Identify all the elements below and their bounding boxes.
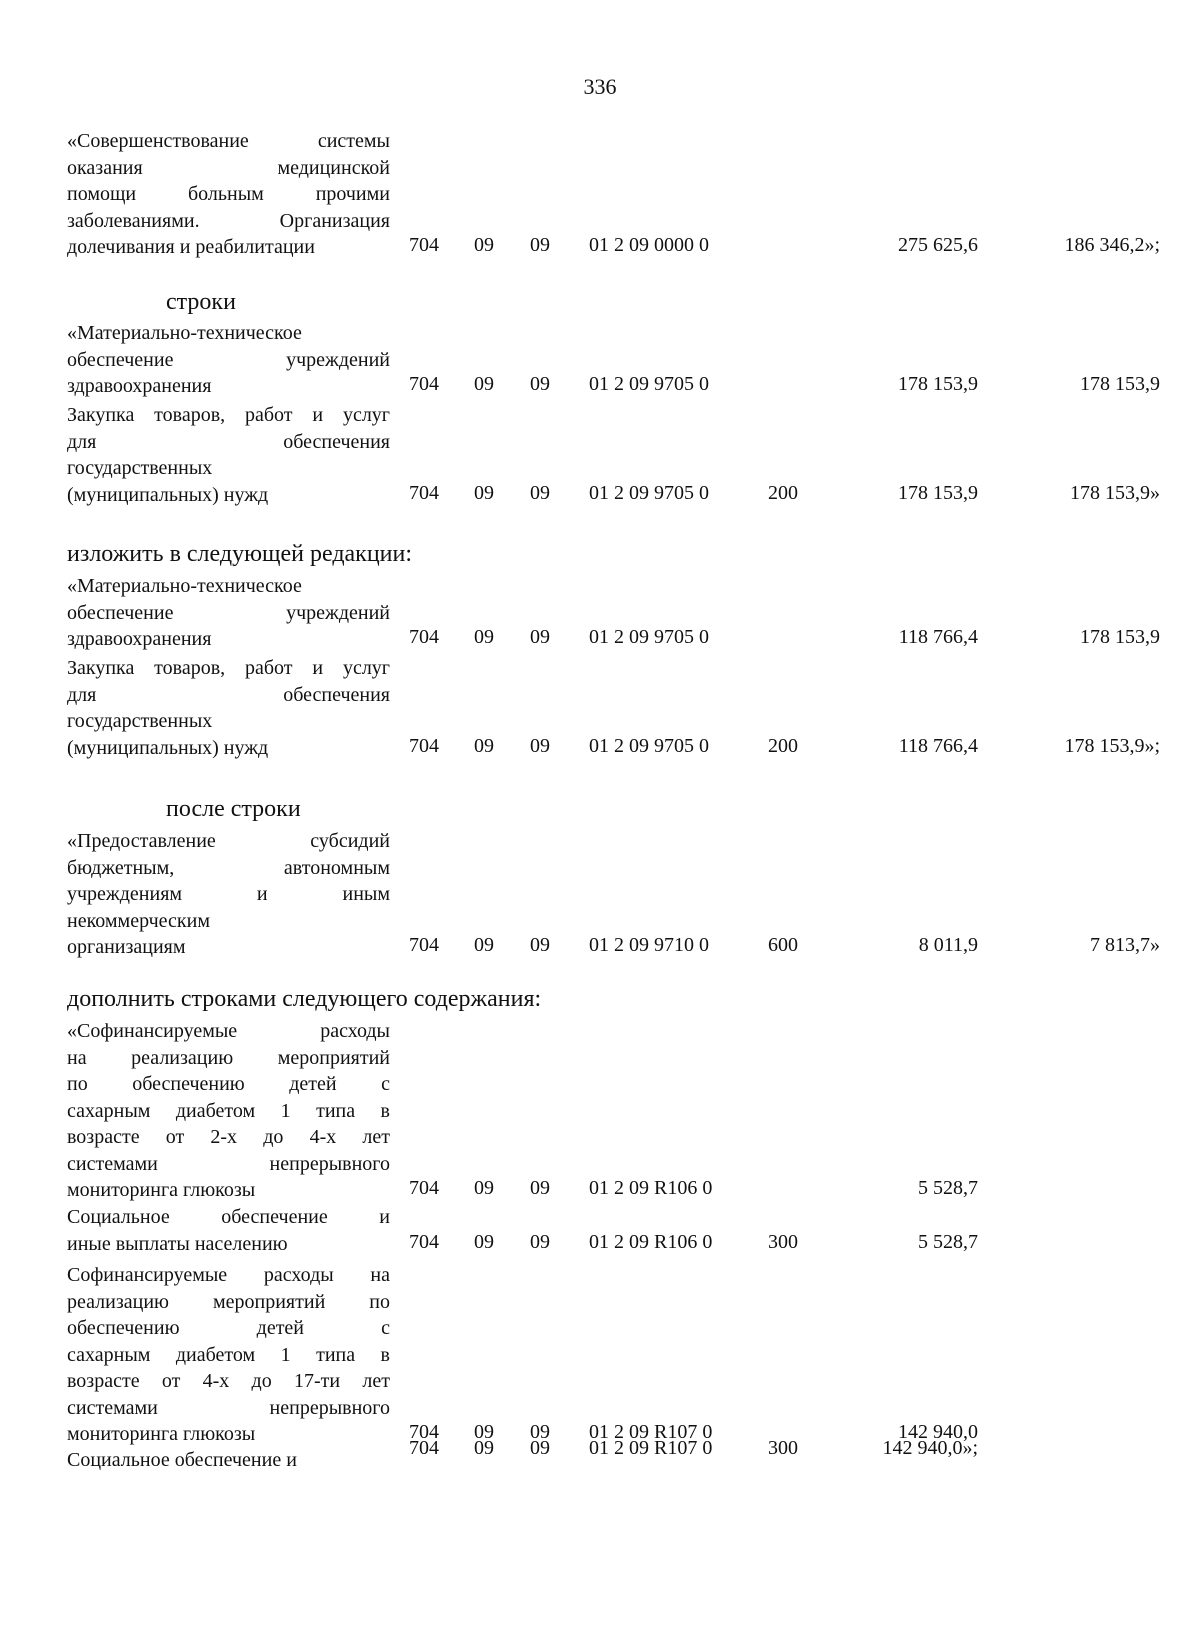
expense-type-code: 200 bbox=[768, 481, 798, 504]
section-code: 09 bbox=[474, 934, 494, 956]
amount-year-2: 7 813,7» bbox=[1090, 934, 1160, 956]
target-article-code: 01 2 09 9705 0 bbox=[589, 481, 709, 504]
section-heading: изложить в следующей редакции: bbox=[67, 541, 413, 567]
description-line: «Материально-техническое bbox=[67, 575, 302, 597]
row-description bbox=[67, 1262, 390, 1448]
description-line: оказания медицинской bbox=[67, 156, 390, 179]
description-line: здравоохранения bbox=[67, 375, 212, 397]
amount-year-1: 275 625,6 bbox=[898, 234, 978, 256]
description-line: здравоохранения bbox=[67, 628, 212, 650]
ministry-code: 704 bbox=[409, 626, 439, 648]
amount-year-1: 5 528,7 bbox=[918, 1177, 978, 1199]
section-code: 09 bbox=[474, 1230, 494, 1253]
description-line: учреждениям и иным bbox=[67, 883, 390, 905]
description-line: по обеспечению детей с bbox=[67, 1073, 390, 1095]
description-line: некоммерческим bbox=[67, 909, 210, 932]
subsection-code: 09 bbox=[530, 1230, 550, 1253]
description-line: обеспечению детей с bbox=[67, 1317, 390, 1339]
target-article-code: 01 2 09 9710 0 bbox=[589, 934, 709, 956]
description-line: возрасте от 2-х до 4-х лет bbox=[67, 1126, 390, 1148]
description-line: (муниципальных) нужд bbox=[67, 483, 269, 506]
amount-year-2: 178 153,9»; bbox=[1064, 734, 1160, 757]
description-line: возрасте от 4-х до 17-ти лет bbox=[67, 1370, 390, 1392]
description-line: сахарным диабетом 1 типа в bbox=[67, 1099, 390, 1122]
description-line: на реализацию мероприятий bbox=[67, 1046, 390, 1069]
subsection-code: 09 bbox=[530, 934, 550, 956]
description-line: сахарным диабетом 1 типа в bbox=[67, 1343, 390, 1366]
amount-year-1: 8 011,9 bbox=[918, 934, 978, 956]
description-line: Социальное обеспечение и bbox=[67, 1206, 390, 1228]
amount-year-1: 142 940,0 bbox=[898, 1421, 978, 1443]
ministry-code: 704 bbox=[409, 1230, 439, 1253]
description-line: Социальное обеспечение и bbox=[67, 1449, 297, 1471]
subsection-code: 09 bbox=[530, 1177, 550, 1199]
amount-year-1: 118 766,4 bbox=[898, 626, 978, 648]
ministry-code: 704 bbox=[409, 481, 439, 504]
ministry-code: 704 bbox=[409, 1437, 439, 1459]
target-article-code: 01 2 09 R107 0 bbox=[589, 1421, 713, 1443]
description-line: обеспечение учреждений bbox=[67, 348, 390, 371]
description-line: мониторинга глюкозы bbox=[67, 1179, 256, 1201]
subsection-code: 09 bbox=[530, 234, 550, 256]
row-description bbox=[67, 1018, 390, 1204]
target-article-code: 01 2 09 R106 0 bbox=[589, 1230, 713, 1253]
ministry-code: 704 bbox=[409, 1177, 439, 1199]
expense-type-code: 300 bbox=[768, 1230, 798, 1253]
amount-year-2: 186 346,2»; bbox=[1064, 234, 1160, 256]
ministry-code: 704 bbox=[409, 234, 439, 256]
section-code: 09 bbox=[474, 1177, 494, 1199]
target-article-code: 01 2 09 0000 0 bbox=[589, 234, 709, 256]
amount-year-1: 142 940,0»; bbox=[882, 1437, 978, 1459]
amount-year-2: 178 153,9 bbox=[1080, 626, 1160, 648]
row-description bbox=[67, 1204, 390, 1257]
amount-year-1: 178 153,9 bbox=[898, 373, 978, 395]
description-line: обеспечение учреждений bbox=[67, 601, 390, 624]
description-line: «Совершенствование системы bbox=[67, 130, 390, 152]
description-line: Закупка товаров, работ и услуг bbox=[67, 657, 390, 679]
expense-type-code: 200 bbox=[768, 734, 798, 757]
description-line: государственных bbox=[67, 710, 213, 732]
description-line: заболеваниями. Организация bbox=[67, 209, 390, 232]
description-line: Софинансируемые расходы на bbox=[67, 1264, 390, 1286]
section-code: 09 bbox=[474, 373, 494, 395]
subsection-code: 09 bbox=[530, 734, 550, 757]
section-code: 09 bbox=[474, 234, 494, 256]
row-description bbox=[67, 573, 390, 653]
description-line: системами непрерывного bbox=[67, 1152, 390, 1175]
subsection-code: 09 bbox=[530, 373, 550, 395]
section-heading: после строки bbox=[166, 796, 301, 822]
target-article-code: 01 2 09 9705 0 bbox=[589, 734, 709, 757]
subsection-code: 09 bbox=[530, 626, 550, 648]
section-code: 09 bbox=[474, 481, 494, 504]
description-line: системами непрерывного bbox=[67, 1396, 390, 1419]
row-description bbox=[67, 402, 390, 508]
description-line: «Материально-техническое bbox=[67, 322, 302, 344]
row-description bbox=[67, 128, 390, 261]
description-line: иные выплаты населению bbox=[67, 1232, 288, 1255]
description-line: организациям bbox=[67, 936, 186, 958]
expense-type-code: 600 bbox=[768, 934, 798, 956]
description-line: Закупка товаров, работ и услуг bbox=[67, 404, 390, 426]
amount-year-1: 5 528,7 bbox=[918, 1230, 978, 1253]
row-description bbox=[67, 828, 390, 961]
row-description bbox=[67, 320, 390, 400]
subsection-code: 09 bbox=[530, 1421, 550, 1443]
row-description bbox=[67, 1447, 390, 1474]
subsection-code: 09 bbox=[530, 1437, 550, 1459]
description-line: реализацию мероприятий по bbox=[67, 1290, 390, 1313]
description-line: «Предоставление субсидий bbox=[67, 830, 390, 852]
page-number: 336 bbox=[583, 74, 617, 99]
ministry-code: 704 bbox=[409, 373, 439, 395]
section-code: 09 bbox=[474, 734, 494, 757]
description-line: помощи больным прочими bbox=[67, 183, 390, 205]
amount-year-2: 178 153,9 bbox=[1080, 373, 1160, 395]
amount-year-1: 178 153,9 bbox=[898, 481, 978, 504]
subsection-code: 09 bbox=[530, 481, 550, 504]
section-code: 09 bbox=[474, 1437, 494, 1459]
target-article-code: 01 2 09 9705 0 bbox=[589, 626, 709, 648]
description-line: (муниципальных) нужд bbox=[67, 736, 269, 759]
description-line: государственных bbox=[67, 457, 213, 479]
ministry-code: 704 bbox=[409, 934, 439, 956]
section-code: 09 bbox=[474, 626, 494, 648]
target-article-code: 01 2 09 R107 0 bbox=[589, 1437, 713, 1459]
amount-year-2: 178 153,9» bbox=[1070, 481, 1160, 504]
description-line: для обеспечения bbox=[67, 683, 390, 706]
description-line: долечивания и реабилитации bbox=[67, 236, 315, 258]
expense-type-code: 300 bbox=[768, 1437, 798, 1459]
description-line: «Софинансируемые расходы bbox=[67, 1020, 390, 1042]
row-description bbox=[67, 655, 390, 761]
description-line: бюджетным, автономным bbox=[67, 856, 390, 879]
target-article-code: 01 2 09 9705 0 bbox=[589, 373, 709, 395]
target-article-code: 01 2 09 R106 0 bbox=[589, 1177, 713, 1199]
ministry-code: 704 bbox=[409, 1421, 439, 1443]
section-code: 09 bbox=[474, 1421, 494, 1443]
section-heading: дополнить строками следующего содержания: bbox=[67, 986, 542, 1012]
description-line: для обеспечения bbox=[67, 430, 390, 453]
ministry-code: 704 bbox=[409, 734, 439, 757]
description-line: мониторинга глюкозы bbox=[67, 1423, 256, 1445]
amount-year-1: 118 766,4 bbox=[898, 734, 978, 757]
section-heading: строки bbox=[166, 289, 236, 315]
